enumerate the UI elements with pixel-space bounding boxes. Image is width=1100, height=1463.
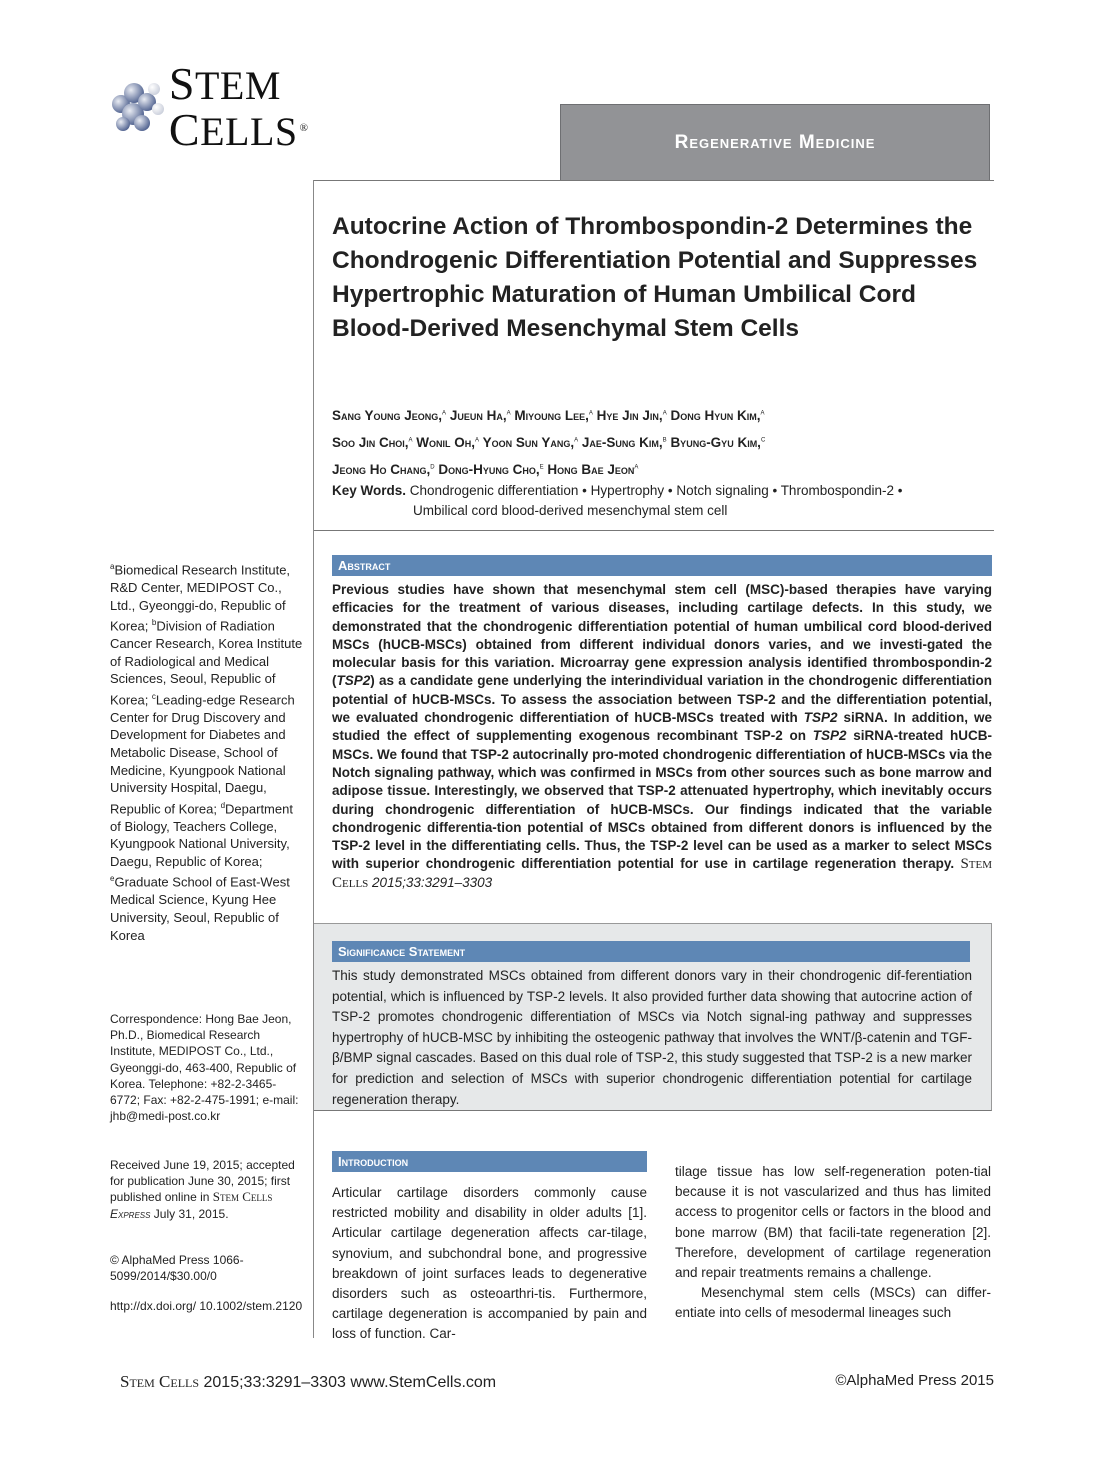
abstract-text: Previous studies have shown that mesenchymal stem cell (MSC)-based therapies have varying efficacies for the treatment of various diseases, including cartilage defects. In this study, we demonstrated that the chondrogenic differentiation potential of human umbilical cord blood-derived MSCs (hUCB-MSCs) obtained from different individual donors varies, and we investi-gated the molecular basis for this variation. Microarray gene expression analysis identified thrombospondin-2 (TSP2) as a candidate gene underlying the interindividual variation in the chondrogenic differentiation potential of hUCB-MSCs. To assess the association between TSP-2 and the differentiation potential, we evaluated chondrogenic differentiation of hUCB-MSCs treated with TSP2 siRNA. In addition, we studied the effect of supplementing exogenous recombinant TSP-2 on TSP2 siRNA-treated hUCB-MSCs. We found that TSP-2 autocrinally pro-moted chondrogenic differentiation of hUCB-MSCs via the Notch signaling pathway, which was confirmed in MSCs from other sources such as bone marrow and adipose tissue. Interestingly, we observed that TSP-2 attenuated hypertrophy, which inevitably occurs during chondrogenic differentiation of hUCB-MSCs. Our findings indicated that the variable chondrogenic differentia-tion potential of MSCs obtained from different donors is influenced by the TSP-2 level in the differentiating cells. Thus, the TSP-2 level can be used as a marker to select MSCs with superior chondrogenic differentiation potential for use in cartilage regeneration therapy. Stem Cells 2015;33:3291–3303 (332, 582, 992, 891)
author: Jeong Ho Chang,$^d$ (332, 460, 435, 477)
section-banner-label: Regenerative Medicine (674, 131, 876, 153)
author: Soo Jin Choi,$^a$ (332, 433, 413, 450)
keywords-list: Chondrogenic differentiation • Hypertrophy • Notch signaling • Thrombospondin-2 • (409, 483, 903, 498)
author: Jae-Sung Kim,$^b$ (581, 433, 667, 450)
significance-heading: Significance Statement (332, 941, 970, 962)
author: Sang Young Jeong,$^a$ (332, 406, 447, 423)
journal-name: Stem Cells (332, 856, 992, 891)
significance-text: This study demonstrated MSCs obtained from different donors vary in their chondrogenic dif-ferentiation potential, which is influenced by TSP-2 levels. It also provided further data showing that autocrine action of TSP-2 promotes chondrogenic differentiation of MSCs via Notch signal-ing pathway and suppresses hypertrophy of hUCB-MSC by inhibiting the osteogenic pathway that involves the WNT/β-catenin and TGF-β/BMP signal cascades. Based on this dual role of TSP-2, this study suggested that TSP-2 is a new marker for prediction and selection of MSCs with superior chondrogenic differentiation potential for cartilage regeneration therapy. (332, 968, 972, 1107)
author: Dong Hyun Kim,$^a$ (670, 406, 765, 423)
footer-copyright: ©AlphaMed Press 2015 (835, 1372, 994, 1389)
keywords-label: Key Words. (332, 483, 407, 498)
journal-logo (108, 58, 408, 155)
doi-link[interactable]: http://dx.doi.org/ 10.1002/stem.2120 (110, 1299, 303, 1313)
author: Hong Bae Jeon$^a$ (547, 460, 639, 477)
introduction-column-2 (675, 1162, 991, 1324)
introduction-column-1: Articular cartilage disorders commonly cause restricted mobility and disability in older adults [1]. Articular cartilage degeneration affects car-tilage, synovium, and subchondral bone, and progressive breakdown of joint surfaces leads to degenerative disorders such as osteoarthri-tis. Furthermore, cartilage degeneration is accompanied by pain and loss of function. Car- (332, 1185, 647, 1342)
correspondence: Correspondence: Hong Bae Jeon, Ph.D., Biomedical Research Institute, MEDIPOST Co., Ltd., Gyeonggi-do, 463-400, Republic of Korea. Telephone: +82-2-3465-6772; Fax: +82-2-475-1991; e-mail: jhb@medi-post.co.kr (110, 1012, 299, 1124)
copyright-notice: © AlphaMed Press 1066-5099/2014/$30.00/0 (110, 1253, 244, 1284)
section-banner (560, 104, 990, 180)
author-list (332, 400, 992, 481)
author: Yoon Sun Yang,$^a$ (482, 433, 579, 450)
author: Jueun Ha,$^a$ (449, 406, 511, 423)
article-title: Autocrine Action of Thrombospondin-2 Determines the Chondrogenic Differentiation Potential and Suppresses Hypertrophic Maturation of Human Umbilical Cord Blood-Derived Mesenchymal Stem Cells (332, 213, 978, 342)
keywords (332, 481, 992, 521)
author: Dong-Hyung Cho,$^e$ (438, 460, 544, 477)
keywords-list-continued: Umbilical cord blood-derived mesenchymal stem cell (413, 503, 728, 518)
journal-name: Stem Cells (120, 1372, 200, 1391)
author: Byung-Gyu Kim,$^c$ (670, 433, 766, 450)
received-dates: Received June 19, 2015; accepted for publication June 30, 2015; first published online in Stem Cells Express July 31, 2015. (110, 1158, 295, 1221)
introduction-heading: Introduction (332, 1151, 647, 1172)
abstract-heading: Abstract (332, 555, 992, 576)
divider (314, 530, 994, 531)
journal-name: STEM CELLS ® (168, 58, 309, 155)
abstract-citation: 2015;33:3291–3303 (372, 874, 493, 890)
cell-cluster-icon (108, 75, 161, 139)
divider (313, 180, 314, 1338)
footer-citation: Stem Cells 2015;33:3291–3303 www.StemCells.com (120, 1372, 497, 1391)
author: Hye Jin Jin,$^a$ (596, 406, 667, 423)
author: Wonil Oh,$^a$ (416, 433, 480, 450)
affiliations: $^a$Biomedical Research Institute, R&D Center, MEDIPOST Co., Ltd., Gyeonggi-do, Republic of Korea; $^b$Division of Radiation Cancer Research, Korea Institute of Radiological and Medical Sciences, Seoul, Republic of Korea; $^c$Leading-edge Research Center for Drug Discovery and Development for Diabetes and Metabolic Disease, School of Medicine, Kyungpook National University Hospital, Daegu, Republic of Korea; $^d$Department of Biology, Teachers College, Kyungpook National University, Daegu, Republic of Korea; $^e$Graduate School of East-West Medical Science, Kyung Hee University, Seoul, Republic of Korea (110, 562, 303, 943)
author: Miyoung Lee,$^a$ (514, 406, 593, 423)
divider (314, 180, 994, 181)
paragraph: Mesenchymal stem cells (MSCs) can differ-entiate into cells of mesodermal lineages such (675, 1285, 991, 1321)
paragraph: tilage tissue has low self-regeneration poten-tial because it is not vascularized and thus has limited access to progenitor cells or factors in the blood and bone marrow (BM) that facili-tate regeneration [2]. Therefore, development of cartilage regeneration and repair treatments remains a challenge. (675, 1164, 991, 1281)
